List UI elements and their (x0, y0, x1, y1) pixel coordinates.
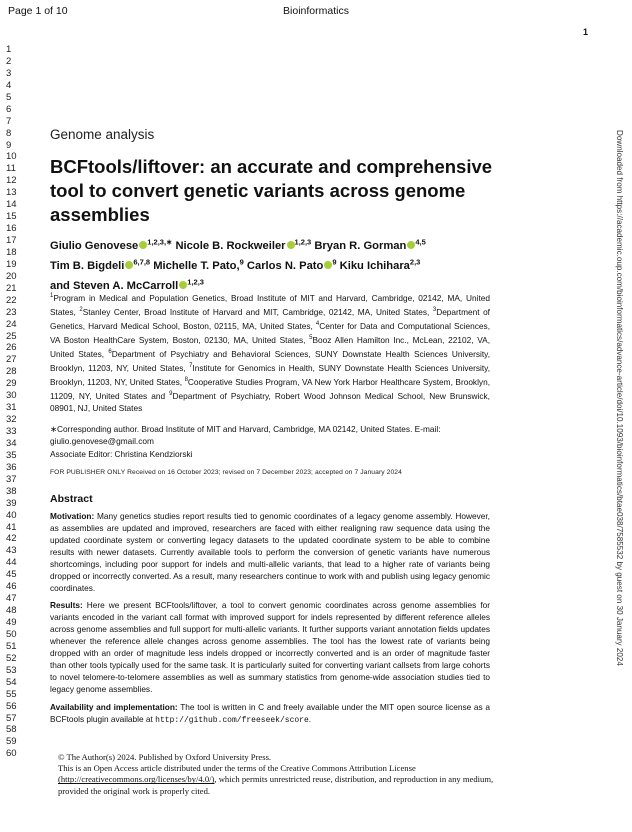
line-number: 18 (6, 246, 17, 258)
author: Carlos N. Pato $^9$ (246, 257, 337, 272)
page-indicator: Page 1 of 10 (8, 5, 68, 17)
line-number: 13 (6, 187, 17, 199)
line-number: 25 (6, 330, 17, 342)
line-number: 43 (6, 545, 17, 557)
line-number: 30 (6, 390, 17, 402)
author-list (50, 234, 495, 294)
line-number: 37 (6, 473, 17, 485)
abstract-motivation: Motivation: Many genetics studies report results tied to genomic coordinates of a legacy genome assembly. However, as assemblies are updated and improved, researchers are faced with either realigning raw sequence data using the updated coordinate system or converting legacy datasets to the updated coordinate system to be able to combine results with newer datasets. Currently available tools to perform the conversion of genetic variants have numerous shortcomings, including poor support for indels and multi-allelic variants, that lead to a higher rate of variants being dropped or incorrectly converted. As a result, many researchers continue to work with and publish using legacy genomic coordinates. (50, 511, 490, 593)
line-number: 57 (6, 712, 17, 724)
line-number: 19 (6, 258, 17, 270)
line-number: 58 (6, 724, 17, 736)
line-number: 26 (6, 342, 17, 354)
line-number: 29 (6, 378, 17, 390)
line-number: 6 (6, 103, 12, 115)
line-number: 24 (6, 318, 17, 330)
line-number: 50 (6, 628, 17, 640)
line-number: 12 (6, 175, 17, 187)
line-number: 27 (6, 354, 17, 366)
line-number: 23 (6, 306, 17, 318)
line-number: 53 (6, 664, 17, 676)
line-number: 54 (6, 676, 17, 688)
line-number: 15 (6, 211, 17, 223)
line-number: 16 (6, 223, 17, 235)
section-label: Genome analysis (50, 127, 155, 142)
line-number: 20 (6, 270, 17, 282)
line-number: 60 (6, 748, 17, 760)
line-number: 10 (6, 151, 17, 163)
line-number: 40 (6, 509, 17, 521)
line-number: 42 (6, 533, 17, 545)
line-number: 34 (6, 437, 17, 449)
line-number: 44 (6, 557, 17, 569)
github-link[interactable]: http://github.com/freeseek/score (155, 715, 309, 725)
download-note: Downloaded from https://academic.oup.com/bioinformatics/advance-article/doi/10.1093/bioinformatics/btae038/7585532 by guest on 30 January 2024 (615, 130, 624, 666)
author: Tim B. Bigdeli $^{6,7,8}$ (50, 257, 151, 272)
line-number: 1 (6, 44, 12, 55)
author: Nicole B. Rockweiler $^{1,2,3}$ (175, 237, 312, 252)
affiliations: $^1$Program in Medical and Population Genetics, Broad Institute of MIT and Harvard, Cambridge, 02142, MA, United States, $^2$Stanley Center, Broad Institute of Harvard and MIT, Cambridge, 02142, MA, United States, $^3$Department of Genetics, Harvard Medical School, Boston, 02115, MA, United States, $^4$Center for Data and Computational Sciences, VA Boston HealthCare System, Boston, 02130, MA, United States, $^5$Booz Allen Hamilton Inc., McLean, 22102, VA, United States, $^6$Department of Psychiatry and Behavioral Sciences, SUNY Downstate Health Sciences University, Brooklyn, 11203, NY, United States, $^7$Institute for Genomics in Health, SUNY Downstate Health Sciences University, Brooklyn, 11203, NY, United States, $^8$Cooperative Studies Program, VA New York Harbor Healthcare System, Brooklyn, 11209, NY, United States and $^9$Department of Psychiatry, Robert Wood Johnson Medical School, New Brunswick, 08901, NJ, United States (50, 292, 491, 413)
license-notice: © The Author(s) 2024. Published by Oxford University Press. This is an Open Access article distributed under the terms of the Creative Commons Attribution License (http://creativecommons.org/licenses/by/4.0/), which permits unrestricted reuse, distribution, and reproduction in any medium, provided the original work is properly cited. (58, 752, 494, 796)
line-number: 14 (6, 199, 17, 211)
line-number: 56 (6, 700, 17, 712)
line-number: 17 (6, 235, 17, 246)
corresponding-author: ∗Corresponding author. Broad Institute of MIT and Harvard, Cambridge, MA 02142, United States. E-mail: giulio.genovese@gmail.com (50, 424, 441, 446)
line-number: 51 (6, 640, 17, 652)
orcid-icon[interactable] (287, 241, 295, 249)
line-number: 36 (6, 461, 17, 473)
line-number: 7 (6, 115, 12, 127)
line-number: 49 (6, 617, 17, 628)
abstract-results: Results: Here we present BCFtools/liftover, a tool to convert genomic coordinates across genome assemblies for variants encoded in the variant call format with improved support for indels represented by different reference alleles across genome assemblies and full support for multi-allelic variants. It further supports variant annotation fields updates whenever the reference allele changes across genome assemblies. The tool has the lowest rate of variants being dropped with an order of magnitude less indels dropped or incorrectly converted and is an order of magnitude faster than other tools typically used for the same task. It is particularly suited for converting variant callsets from large cohorts to novel telomere-to-telomere assemblies as well as summary statistics from genome-wide association studies tied to legacy genome assemblies. (50, 600, 490, 694)
line-number: 47 (6, 593, 17, 605)
line-number: 21 (6, 282, 17, 294)
associate-editor: Associate Editor: Christina Kendziorski (50, 449, 193, 459)
line-number: 48 (6, 605, 17, 617)
author: Bryan R. Gorman $^{4,5}$ (314, 237, 426, 252)
line-number: 33 (6, 426, 17, 437)
line-number: 45 (6, 569, 17, 581)
author: Michelle T. Pato,$^9$ (153, 257, 244, 272)
line-number: 2 (6, 55, 12, 67)
abstract-availability: Availability and implementation: The tool is written in C and freely available under the MIT open source license as a BCFtools plugin available at http://github.com/freeseek/score. (50, 702, 490, 725)
line-number: 59 (6, 736, 17, 748)
author: and Steven A. McCarroll $^{1,2,3}$ (50, 277, 204, 292)
line-number: 39 (6, 497, 17, 509)
line-number: 8 (6, 127, 12, 139)
license-link[interactable]: (http://creativecommons.org/licenses/by/4.0/) (58, 774, 215, 785)
line-number: 3 (6, 67, 12, 79)
line-number: 52 (6, 652, 17, 664)
line-number: 9 (6, 139, 12, 151)
line-number: 5 (6, 91, 12, 103)
line-number: 35 (6, 449, 17, 461)
line-number: 4 (6, 79, 12, 91)
download-watermark (612, 130, 626, 780)
publisher-note: FOR PUBLISHER ONLY Received on 16 October 2023; revised on 7 December 2023; accepted on 7 January 2024 (50, 469, 402, 476)
author: Kiku Ichihara$^{2,3}$ (339, 257, 421, 272)
line-number: 32 (6, 414, 17, 426)
line-numbers (6, 44, 26, 760)
author: Giulio Genovese $^{1,2,3,∗}$ (50, 237, 173, 252)
line-number: 38 (6, 485, 17, 497)
line-number: 46 (6, 581, 17, 593)
journal-name: Bioinformatics (283, 5, 349, 17)
line-number: 31 (6, 402, 17, 414)
line-number: 28 (6, 366, 17, 378)
line-number: 11 (6, 163, 16, 175)
line-number: 22 (6, 294, 17, 306)
paper-title: BCFtools/liftover: an accurate and comprehensive tool to convert genetic variants across genome assemblies (50, 156, 493, 225)
line-number: 55 (6, 688, 17, 700)
line-number: 41 (6, 521, 17, 533)
page-number: 1 (582, 27, 588, 37)
abstract-heading: Abstract (50, 493, 93, 505)
